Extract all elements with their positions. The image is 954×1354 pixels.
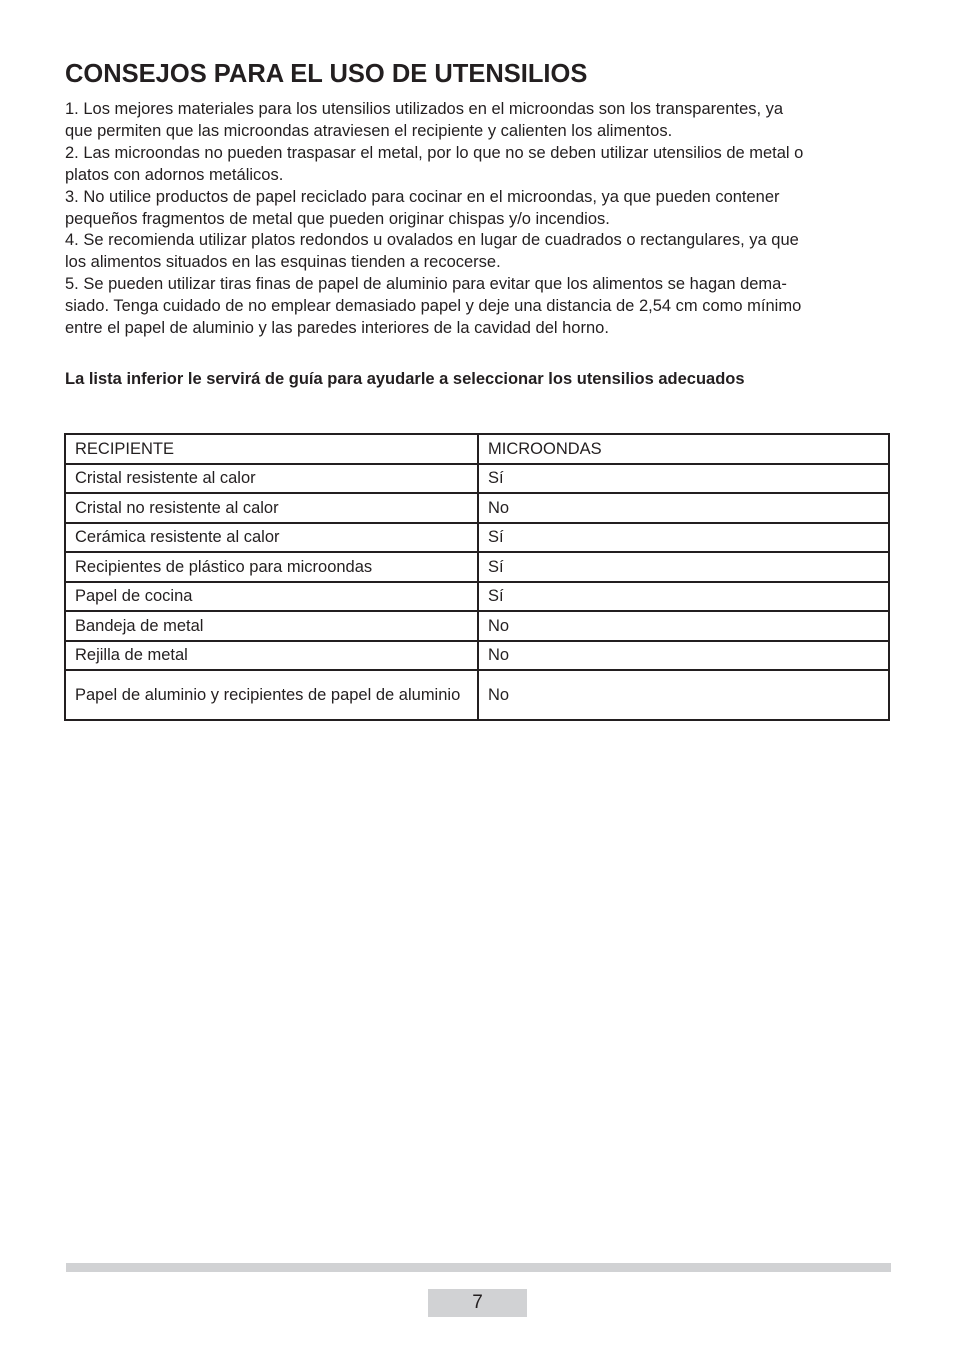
- paragraph-line: 3. No utilice productos de papel reciclado para cocinar en el microondas, ya que pueden contener: [65, 187, 780, 206]
- guide-note: La lista inferior le servirá de guía para ayudarle a seleccionar los utensilios adecuados: [65, 370, 745, 388]
- utensil-table: [64, 433, 890, 721]
- table-cell: No: [478, 670, 889, 720]
- table-cell: Sí: [478, 582, 889, 612]
- table-cell: Sí: [478, 464, 889, 494]
- table-cell: Cristal resistente al calor: [65, 464, 478, 494]
- table-cell: [65, 670, 478, 720]
- page-title: CONSEJOS PARA EL USO DE UTENSILIOS: [65, 60, 588, 88]
- footer-divider-bar: [66, 1263, 891, 1272]
- table-cell: Sí: [478, 552, 889, 582]
- table-cell: Bandeja de metal: [65, 611, 478, 641]
- paragraph-line: 1. Los mejores materiales para los utensilios utilizados en el microondas son los transparentes, ya: [65, 100, 784, 118]
- table-cell-text: Papel de aluminio y recipientes de papel de aluminio: [75, 686, 461, 704]
- table-cell: No: [478, 611, 889, 641]
- table-row: [65, 641, 889, 671]
- table-cell: Recipientes de plástico para microondas: [65, 552, 478, 582]
- table-cell: Cerámica resistente al calor: [65, 523, 478, 553]
- paragraph-line: platos con adornos metálicos.: [65, 165, 284, 184]
- table-row: [65, 552, 889, 582]
- paragraph-line: 5. Se pueden utilizar tiras finas de papel de aluminio para evitar que los alimentos se hagan dema-: [65, 275, 787, 294]
- table-cell: Papel de cocina: [65, 582, 478, 612]
- table-row: [65, 493, 889, 523]
- table-header-row: [65, 434, 889, 464]
- instructions-text: [65, 99, 895, 340]
- page-number: 7: [428, 1289, 527, 1317]
- table-row: [65, 611, 889, 641]
- paragraph-line: siado. Tenga cuidado de no emplear demasiado papel y deje una distancia de 2,54 cm como mínimo: [65, 297, 802, 316]
- table-cell: Cristal no resistente al calor: [65, 493, 478, 523]
- paragraph-line: entre el papel de aluminio y las paredes interiores de la cavidad del horno.: [65, 319, 609, 338]
- paragraph-line: los alimentos situados en las esquinas tienden a recocerse.: [65, 253, 501, 272]
- table-cell: No: [478, 641, 889, 671]
- paragraph-line: 4. Se recomienda utilizar platos redondos u ovalados en lugar de cuadrados o rectangulares, ya que: [65, 231, 799, 250]
- table-header-cell: RECIPIENTE: [65, 434, 478, 464]
- table-row: [65, 582, 889, 612]
- table-cell: Sí: [478, 523, 889, 553]
- paragraph-line: que permiten que las microondas atraviesen el recipiente y calienten los alimentos.: [65, 121, 673, 140]
- table-row: [65, 464, 889, 494]
- table-header-cell: MICROONDAS: [478, 434, 889, 464]
- table-cell: Rejilla de metal: [65, 641, 478, 671]
- table-row: [65, 523, 889, 553]
- paragraph-line: pequeños fragmentos de metal que pueden originar chispas y/o incendios.: [65, 209, 610, 228]
- table-row: [65, 670, 889, 720]
- paragraph-line: 2. Las microondas no pueden traspasar el metal, por lo que no se deben utilizar utensilios de metal o: [65, 143, 804, 162]
- table-cell: No: [478, 493, 889, 523]
